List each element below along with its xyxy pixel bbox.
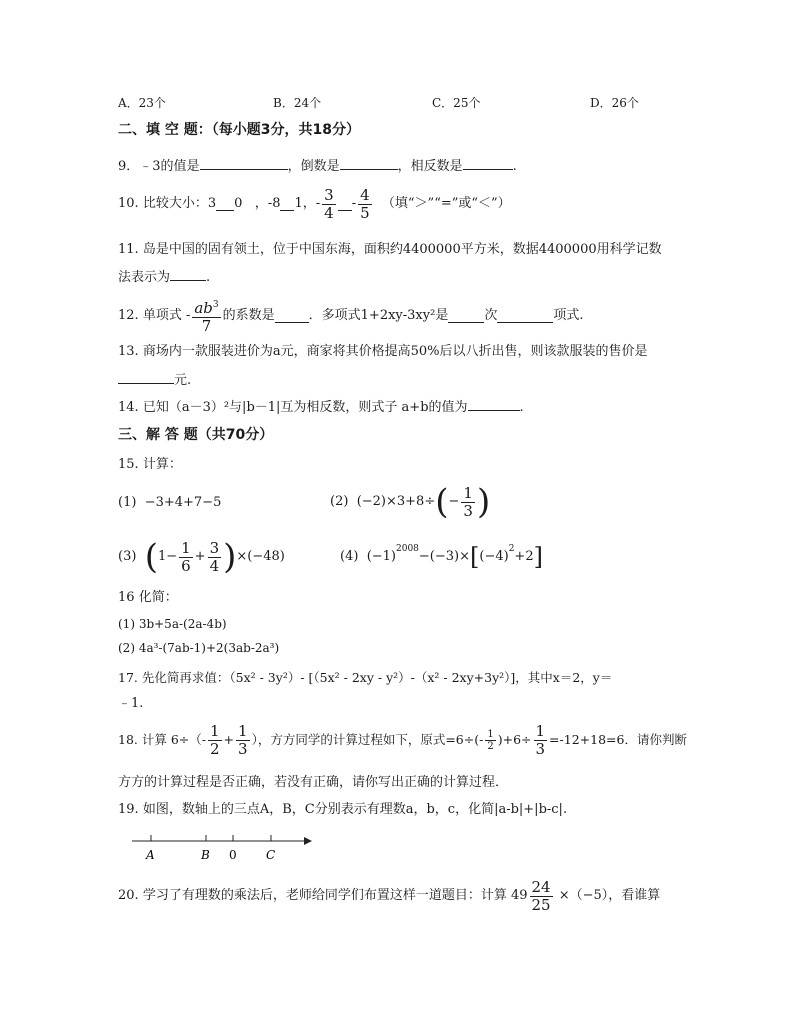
question-19: 19. 如图，数轴上的三点A，B，C分别表示有理数a，b，c，化简|a-b|+|b-c|. — [118, 802, 568, 817]
question-18-line-1: 18. 计算 6÷（- $\frac{1}{2}$ + $\frac{1}{3}$ ），方方同学的计算过程如下，原式=6÷(- $\frac{1}{2}$ )+6÷ $\frac{1}{3}$ =-12+18=6．请你判断 — [118, 721, 687, 758]
fraction: $\frac{4}{5}$ — [360, 185, 370, 222]
question-11-line-1: 11. 岛是中国的固有领土，位于中国东海，面积约4400000平方米，数据4400000用科学记数 — [118, 242, 662, 257]
fraction: $\frac{1}{2}$ — [487, 728, 494, 752]
fraction: $\frac{3}{4}$ — [324, 185, 334, 222]
section-heading-fill-blank: 二、填 空 题：（每小题3分，共18分） — [118, 122, 360, 138]
point-label-b: B — [201, 848, 210, 862]
option-b: B．24个 — [273, 96, 322, 110]
fraction: $\frac{1}{2}$ — [210, 721, 220, 758]
arrow-icon — [304, 837, 312, 845]
question-17-line-1: 17. 先化简再求值：（5x² - 3y²）- [（5x² - 2xy - y²）-（x² - 2xy+3y²）]，其中x＝2，y＝ — [118, 670, 613, 685]
point-label-origin: 0 — [229, 848, 237, 862]
question-10: 10. 比较大小：3 0 ，-8 1，- $\frac{3}{4}$ - $\frac{4}{5}$ （填“＞”“=”或“＜”） — [118, 185, 511, 222]
fraction: $\frac{24}{25}$ — [531, 877, 551, 914]
option-a: A．23个 — [118, 96, 166, 110]
question-12: 12. 单项式 - $\frac{ab^3}{7}$ 的系数是 ．多项式1+2xy-3xy²是 次 项式. — [118, 299, 584, 335]
point-label-a: A — [146, 848, 155, 862]
question-13-line-1: 13. 商场内一款服装进价为a元，商家将其价格提高50%后以八折出售，则该款服装的售价是 — [118, 344, 648, 359]
question-20: 20. 学习了有理数的乘法后，老师给同学们布置这样一道题目：计算 49 $\frac{24}{25}$ ×（−5），看谁算 — [118, 877, 661, 914]
q15-part-2: (2) (−2)×3+8÷ ( − $\frac{1}{3}$ ) — [330, 482, 491, 522]
question-15: 15. 计算： — [118, 457, 182, 472]
q15-part-4: (4) (−1) $^{2008}$ −(−3)× [ (−4) $^2$ +2 ] — [340, 543, 543, 571]
section-heading-solve: 三、解 答 题（共70分） — [118, 427, 274, 443]
question-16: 16 化简： — [118, 590, 178, 605]
question-18-line-2: 方方的计算过程是否正确，若没有正确，请你写出正确的计算过程． — [118, 775, 509, 790]
q15-part-3: (3) ( 1− $\frac{1}{6}$ + $\frac{3}{4}$ ) ×(−48) — [118, 537, 285, 577]
option-d: D．26个 — [590, 96, 639, 110]
fraction: $\frac{1}{3}$ — [238, 721, 248, 758]
q16-item-2: (2) 4a³-(7ab-1)+2(3ab-2a³) — [118, 641, 280, 655]
fraction: $\frac{ab^3}{7}$ — [194, 299, 219, 335]
fraction: $\frac{3}{4}$ — [209, 538, 220, 575]
number-line — [128, 830, 318, 866]
question-9: 9．﹣3的值是 ，倒数是 ，相反数是 . — [118, 156, 517, 176]
point-label-c: C — [266, 848, 276, 862]
option-c: C．25个 — [432, 96, 481, 110]
fraction: $\frac{1}{3}$ — [535, 721, 546, 758]
fraction: $\frac{1}{3}$ — [463, 483, 473, 520]
question-17-line-2: ﹣1. — [118, 696, 144, 711]
question-11-line-2: 法表示为 . — [118, 267, 210, 287]
fraction: $\frac{1}{6}$ — [181, 538, 191, 575]
question-13-line-2: 元. — [118, 370, 191, 390]
question-14: 14. 已知（a－3）²与|b－1|互为相反数，则式子 a+b的值为 . — [118, 397, 524, 417]
q15-part-1: (1) −3+4+7−5 — [118, 495, 222, 510]
q16-item-1: (1) 3b+5a-(2a-4b) — [118, 617, 227, 631]
